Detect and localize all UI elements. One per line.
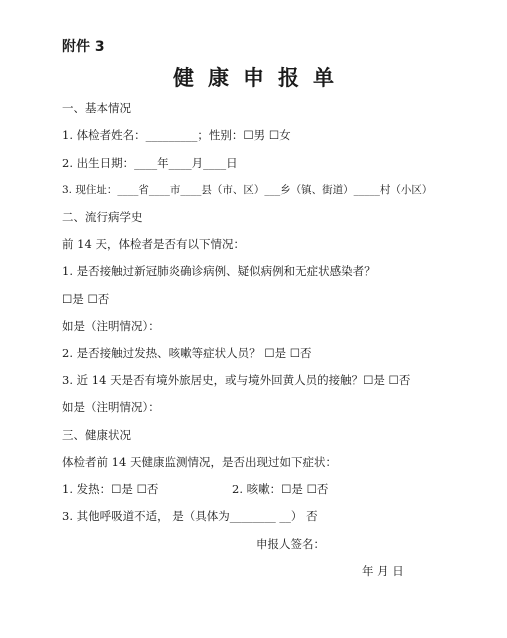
section-basic-info: 一、基本情况 xyxy=(62,101,131,115)
section-epidemiology: 二、流行病学史 xyxy=(62,210,143,224)
symptomatic-contact-question: 2. 是否接触过发热、咳嗽等症状人员？ ☐是 ☐否 xyxy=(62,346,312,360)
contact-yes-no: ☐是 ☐否 xyxy=(62,292,110,306)
past-14-days-intro: 前 14 天，体检者是否有以下情况： xyxy=(62,237,245,251)
contact-question: 1. 是否接触过新冠肺炎确诊病例、疑似病例和无症状感染者？ xyxy=(62,264,376,278)
monitoring-intro: 体检者前 14 天健康监测情况，是否出现过如下症状： xyxy=(62,455,337,469)
attachment-label: 附件 3 xyxy=(62,39,105,55)
symptom-fever: 1. 发热：☐是 ☐否 xyxy=(62,482,159,496)
contact-details: 如是（注明情况）： xyxy=(62,319,160,333)
signature-label: 申报人签名： xyxy=(256,537,325,551)
name-gender-line: 1. 体检者姓名：_________；性别：☐男 ☐女 xyxy=(62,128,291,142)
overseas-travel-question: 3. 近 14 天是否有境外旅居史，或与境外回黄人员的接触？☐是 ☐否 xyxy=(62,373,411,387)
symptom-other-respiratory: 3. 其他呼吸道不适， 是（具体为________ __） 否 xyxy=(62,509,318,523)
overseas-details: 如是（注明情况）： xyxy=(62,400,160,414)
birthdate-line: 2. 出生日期：____年____月____日 xyxy=(62,156,238,170)
address-line: 3. 现住址：____省____市____县（市、区）___乡（镇、街道）_____村（小区） xyxy=(62,184,433,196)
section-health-status: 三、健康状况 xyxy=(62,428,131,442)
symptom-cough: 2. 咳嗽：☐是 ☐否 xyxy=(232,482,329,496)
form-title: 健康申报单 xyxy=(173,66,348,90)
date-label: 年 月 日 xyxy=(362,564,404,578)
